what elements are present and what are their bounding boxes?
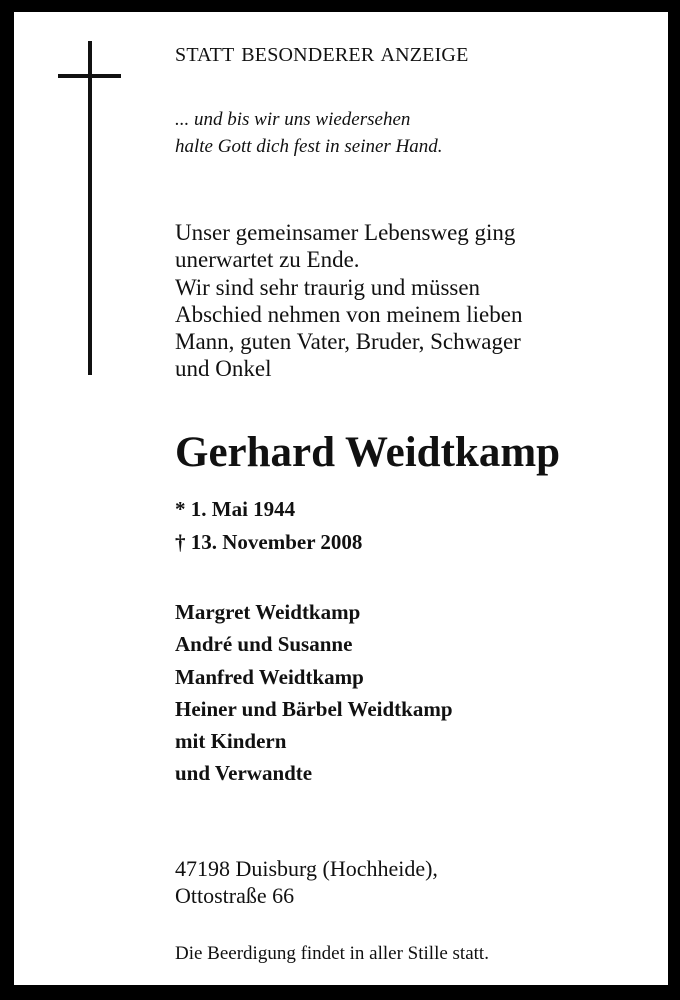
body-line: Mann, guten Vater, Bruder, Schwager (175, 329, 521, 355)
family-member: Margret Weidtkamp (175, 600, 361, 624)
body-line: Unser gemeinsamer Lebensweg ging (175, 220, 516, 245)
family-member: Manfred Weidtkamp (175, 664, 364, 689)
body-line: Wir sind sehr traurig und müssen (175, 274, 481, 300)
quote-line: halte Gott dich fest in seiner Hand. (175, 136, 443, 157)
cross-horizontal-bar (58, 74, 121, 78)
quote (175, 106, 443, 160)
death-date: † 13. November 2008 (175, 530, 363, 554)
cross-vertical-bar (88, 41, 92, 375)
deceased-name: Gerhard Weidtkamp (175, 429, 561, 476)
address-line: Ottostraße 66 (175, 883, 295, 908)
family-member: und Verwandte (175, 761, 313, 786)
body-line: Abschied nehmen von meinem lieben (175, 301, 523, 327)
life-dates (175, 493, 362, 559)
funeral-note: Die Beerdigung findet in aller Stille statt. (175, 943, 489, 964)
family-member: mit Kindern (175, 729, 287, 754)
notice-header: STATT BESONDERER ANZEIGE (175, 44, 469, 66)
body-line: und Onkel (175, 356, 272, 382)
address (175, 855, 438, 909)
family-member: André und Susanne (175, 632, 353, 657)
birth-date: * 1. Mai 1944 (175, 497, 296, 521)
family-member: Heiner und Bärbel Weidtkamp (175, 696, 453, 721)
family-signatories (175, 596, 453, 790)
notice-body (175, 219, 522, 383)
body-line: unerwartet zu Ende. (175, 247, 360, 273)
address-line: 47198 Duisburg (Hochheide), (175, 856, 438, 881)
quote-line: ... und bis wir uns wiedersehen (175, 109, 411, 130)
